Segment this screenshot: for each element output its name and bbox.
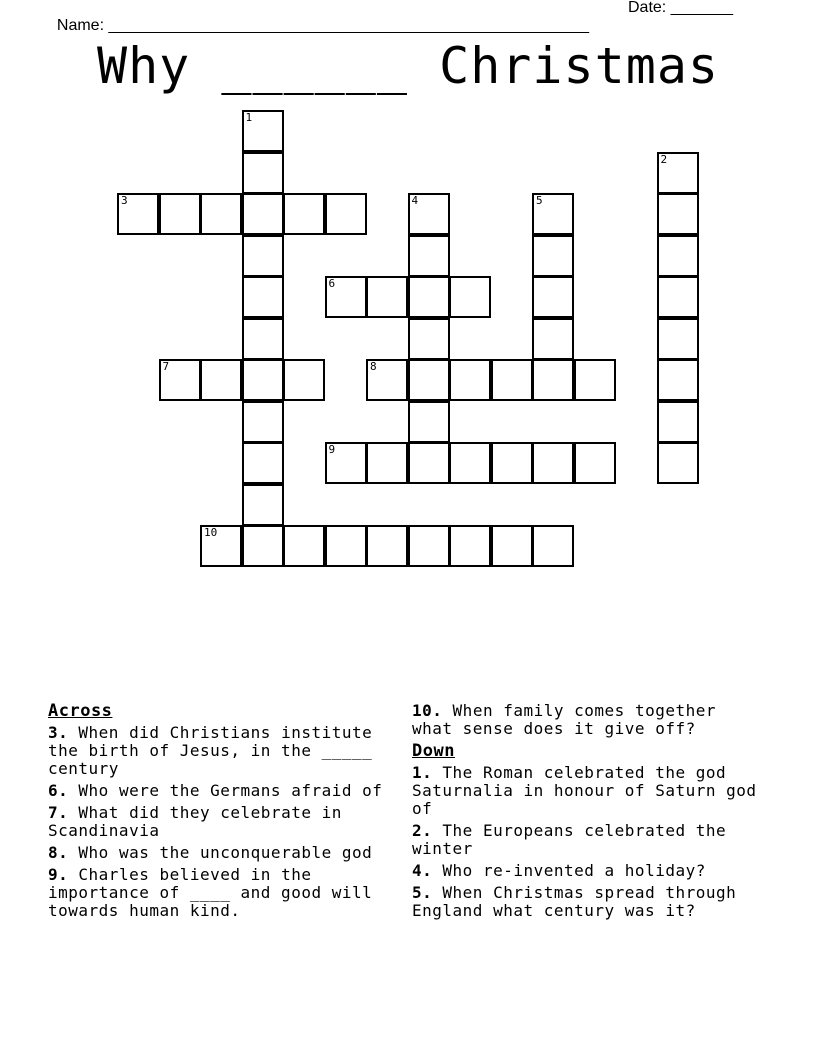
grid-cell[interactable]: [325, 276, 367, 318]
grid-cell[interactable]: [325, 193, 367, 235]
grid-cell[interactable]: [532, 193, 574, 235]
clue-down-2: [412, 822, 762, 858]
grid-cell[interactable]: [242, 484, 284, 526]
grid-cell[interactable]: [366, 442, 408, 484]
grid-cell[interactable]: [325, 442, 367, 484]
grid-cell[interactable]: [532, 235, 574, 277]
cell-number: 6: [328, 277, 336, 290]
cell-number: 2: [660, 152, 668, 166]
clue-number: 4.: [412, 861, 433, 880]
date-label: Date: _______: [628, 0, 733, 16]
clue-across-10: [412, 702, 762, 738]
across-heading: Across: [48, 701, 113, 721]
grid-cell[interactable]: [491, 359, 533, 401]
grid-cell[interactable]: [449, 525, 491, 567]
grid-cell[interactable]: [532, 442, 574, 484]
grid-cell[interactable]: [491, 442, 533, 484]
grid-cell[interactable]: [283, 525, 325, 567]
clue-text: The Europeans celebrated the winter: [412, 821, 727, 858]
grid-cell[interactable]: [242, 110, 284, 152]
grid-cell[interactable]: [242, 442, 284, 484]
grid-cell[interactable]: [242, 401, 284, 443]
clue-down-1: [412, 764, 762, 818]
clue-across-7: [48, 804, 398, 840]
clue-text: Charles believed in the importance of ____ and good will towards human kind.: [48, 865, 373, 920]
grid-cell[interactable]: [657, 235, 699, 277]
grid-cell[interactable]: [242, 276, 284, 318]
cell-number: 10: [204, 526, 218, 539]
clue-number: 9.: [48, 865, 69, 884]
grid-cell[interactable]: [491, 525, 533, 567]
grid-cell[interactable]: [408, 318, 450, 360]
clue-text: Who re-invented a holiday?: [442, 861, 706, 880]
grid-cell[interactable]: [366, 276, 408, 318]
clue-number: 1.: [412, 763, 433, 782]
grid-cell[interactable]: [449, 442, 491, 484]
grid-cell[interactable]: [159, 193, 201, 235]
clue-text: When Christmas spread through England what century was it?: [412, 883, 737, 920]
clue-number: 2.: [412, 821, 433, 840]
clue-text: Who was the unconquerable god: [78, 843, 373, 862]
grid-cell[interactable]: [408, 442, 450, 484]
cell-number: 9: [328, 443, 336, 456]
clue-text: Who were the Germans afraid of: [78, 781, 383, 800]
grid-cell[interactable]: [242, 525, 284, 567]
grid-cell[interactable]: [657, 276, 699, 318]
grid-cell[interactable]: [574, 359, 616, 401]
clue-text: When family comes together what sense does it give off?: [412, 701, 716, 738]
clue-text: The Roman celebrated the god Saturnalia in honour of Saturn god of: [412, 763, 757, 818]
cell-number: 1: [245, 111, 253, 124]
grid-cell[interactable]: [242, 359, 284, 401]
puzzle-title: Why ______ Christmas: [96, 37, 720, 95]
grid-cell[interactable]: [408, 193, 450, 235]
grid-cell[interactable]: [657, 401, 699, 443]
grid-cell[interactable]: [242, 193, 284, 235]
clue-text: What did they celebrate in Scandinavia: [48, 803, 342, 840]
clue-down-4: [412, 862, 762, 880]
grid-cell[interactable]: [366, 359, 408, 401]
clue-number: 10.: [412, 701, 443, 720]
grid-cell[interactable]: [449, 276, 491, 318]
down-heading: Down: [412, 741, 455, 761]
grid-cell[interactable]: [200, 525, 242, 567]
clue-number: 8.: [48, 843, 69, 862]
grid-cell[interactable]: [532, 318, 574, 360]
grid-cell[interactable]: [242, 152, 284, 194]
grid-cell[interactable]: [657, 152, 699, 194]
grid-cell[interactable]: [200, 193, 242, 235]
grid-cell[interactable]: [117, 193, 159, 235]
grid-cell[interactable]: [200, 359, 242, 401]
clue-across-9: [48, 866, 398, 920]
grid-cell[interactable]: [325, 525, 367, 567]
clues-left-column: [48, 702, 398, 924]
grid-cell[interactable]: [366, 525, 408, 567]
clue-across-6: [48, 782, 398, 800]
cell-number: 5: [536, 194, 543, 207]
cell-number: 3: [121, 194, 128, 207]
grid-cell[interactable]: [657, 359, 699, 401]
grid-cell[interactable]: [408, 276, 450, 318]
grid-cell[interactable]: [408, 401, 450, 443]
grid-cell[interactable]: [532, 525, 574, 567]
grid-cell[interactable]: [657, 318, 699, 360]
cell-number: 4: [411, 194, 419, 207]
grid-cell[interactable]: [408, 525, 450, 567]
grid-cell[interactable]: [532, 276, 574, 318]
clue-across-3: [48, 724, 398, 778]
grid-cell[interactable]: [283, 359, 325, 401]
clue-number: 7.: [48, 803, 69, 822]
clue-down-5: [412, 884, 762, 920]
clue-number: 5.: [412, 883, 433, 902]
grid-cell[interactable]: [532, 359, 574, 401]
grid-cell[interactable]: [242, 235, 284, 277]
grid-cell[interactable]: [283, 193, 325, 235]
cell-number: 7: [162, 360, 170, 373]
grid-cell[interactable]: [574, 442, 616, 484]
grid-cell[interactable]: [408, 235, 450, 277]
grid-cell[interactable]: [408, 359, 450, 401]
grid-cell[interactable]: [657, 193, 699, 235]
grid-cell[interactable]: [159, 359, 201, 401]
grid-cell[interactable]: [657, 442, 699, 484]
clues-right-column: [412, 702, 762, 924]
name-label: Name: ______________________________________________________: [56, 17, 589, 34]
cell-number: 8: [370, 360, 377, 373]
clue-across-8: [48, 844, 398, 862]
clue-text: When did Christians institute the birth of Jesus, in the _____ century: [48, 723, 373, 778]
clue-number: 6.: [48, 781, 69, 800]
grid-cell[interactable]: [449, 359, 491, 401]
grid-cell[interactable]: [242, 318, 284, 360]
clue-number: 3.: [48, 723, 69, 742]
